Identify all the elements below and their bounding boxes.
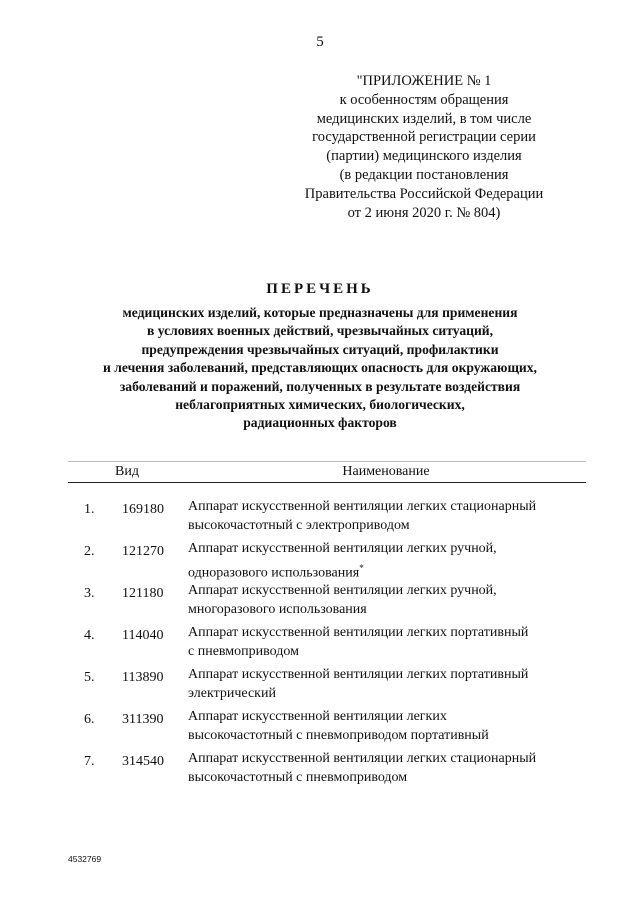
row-code: 121180 xyxy=(122,586,164,601)
row-name-line: Аппарат искусственной вентиляции легких портативный xyxy=(188,667,529,682)
appendix-header xyxy=(294,72,554,222)
subtitle-line: радиационных факторов xyxy=(243,415,397,431)
row-name-line: Аппарат искусственной вентиляции легких ручной, xyxy=(188,583,497,598)
document-title: ПЕРЕЧЕНЬ xyxy=(266,281,374,297)
appendix-line: (в редакции постановления xyxy=(339,166,509,183)
row-code: 314540 xyxy=(122,754,164,769)
row-name xyxy=(188,582,588,619)
row-code: 311390 xyxy=(122,712,164,727)
table-row xyxy=(0,750,640,790)
appendix-line: "ПРИЛОЖЕНИЕ № 1 xyxy=(356,73,492,89)
row-number: 5. xyxy=(84,670,95,685)
subtitle-line: медицинских изделий, которые предназначены для применения xyxy=(122,305,518,320)
row-name-line: Аппарат искусственной вентиляции легких стационарный xyxy=(188,499,537,514)
row-name-text: одноразового использования xyxy=(188,565,360,581)
row-name xyxy=(188,708,588,745)
row-name-line: Аппарат искусственной вентиляции легких xyxy=(188,709,447,724)
appendix-line: Правительства Российской Федерации xyxy=(304,185,544,202)
subtitle-line: в условиях военных действий, чрезвычайных ситуаций, xyxy=(146,323,494,339)
row-name xyxy=(188,750,588,787)
row-name-line xyxy=(188,559,588,583)
row-code: 121270 xyxy=(122,544,164,559)
row-name xyxy=(188,666,588,703)
row-name xyxy=(188,498,588,535)
table-row xyxy=(0,666,640,706)
table-row xyxy=(0,624,640,664)
row-name xyxy=(188,540,588,583)
row-name xyxy=(188,624,588,661)
row-name-line: Аппарат искусственной вентиляции легких портативный xyxy=(188,625,529,640)
row-name-line: Аппарат искусственной вентиляции легких стационарный xyxy=(188,751,537,766)
row-name-line: высокочастотный с пневмоприводом портативный xyxy=(188,727,489,743)
row-name-line: многоразового использования xyxy=(188,601,367,617)
row-name-line: высокочастотный с электроприводом xyxy=(188,517,410,533)
column-header-name: Наименование xyxy=(342,464,430,479)
table-row xyxy=(0,582,640,622)
row-name-line: Аппарат искусственной вентиляции легких ручной, xyxy=(188,541,497,556)
row-number: 1. xyxy=(84,502,95,517)
table-row xyxy=(0,708,640,748)
subtitle-line: предупреждения чрезвычайных ситуаций, профилактики xyxy=(141,341,499,357)
table-row xyxy=(0,498,640,538)
table-row xyxy=(0,540,640,580)
subtitle-line: и лечения заболеваний, представляющих опасность для окружающих, xyxy=(103,360,537,376)
appendix-line: к особенностям обращения xyxy=(339,91,509,108)
appendix-line: (партии) медицинского изделия xyxy=(326,148,522,165)
row-name-line: с пневмоприводом xyxy=(188,643,299,659)
row-name-line: электрический xyxy=(188,685,276,701)
document-id: 4532769 xyxy=(68,854,102,864)
row-number: 2. xyxy=(84,544,95,559)
footnote-mark: * xyxy=(359,562,364,573)
page-number: 5 xyxy=(316,34,324,50)
row-number: 3. xyxy=(84,586,95,601)
appendix-line: медицинских изделий, в том числе xyxy=(316,110,532,127)
subtitle-line: заболеваний и поражений, полученных в результате воздействия xyxy=(119,378,521,394)
row-number: 6. xyxy=(84,712,95,727)
subtitle-line: неблагоприятных химических, биологических, xyxy=(175,397,465,413)
row-name-line: высокочастотный с пневмоприводом xyxy=(188,769,408,785)
row-number: 7. xyxy=(84,754,95,769)
document-subtitle xyxy=(0,304,640,433)
row-code: 114040 xyxy=(122,628,164,643)
row-code: 113890 xyxy=(122,670,164,685)
appendix-line: государственной регистрации серии xyxy=(312,129,536,146)
column-header-vid: Вид xyxy=(115,464,139,479)
appendix-line: от 2 июня 2020 г. № 804) xyxy=(347,204,501,221)
row-code: 169180 xyxy=(122,502,164,517)
row-number: 4. xyxy=(84,628,95,643)
table-header xyxy=(68,462,586,483)
